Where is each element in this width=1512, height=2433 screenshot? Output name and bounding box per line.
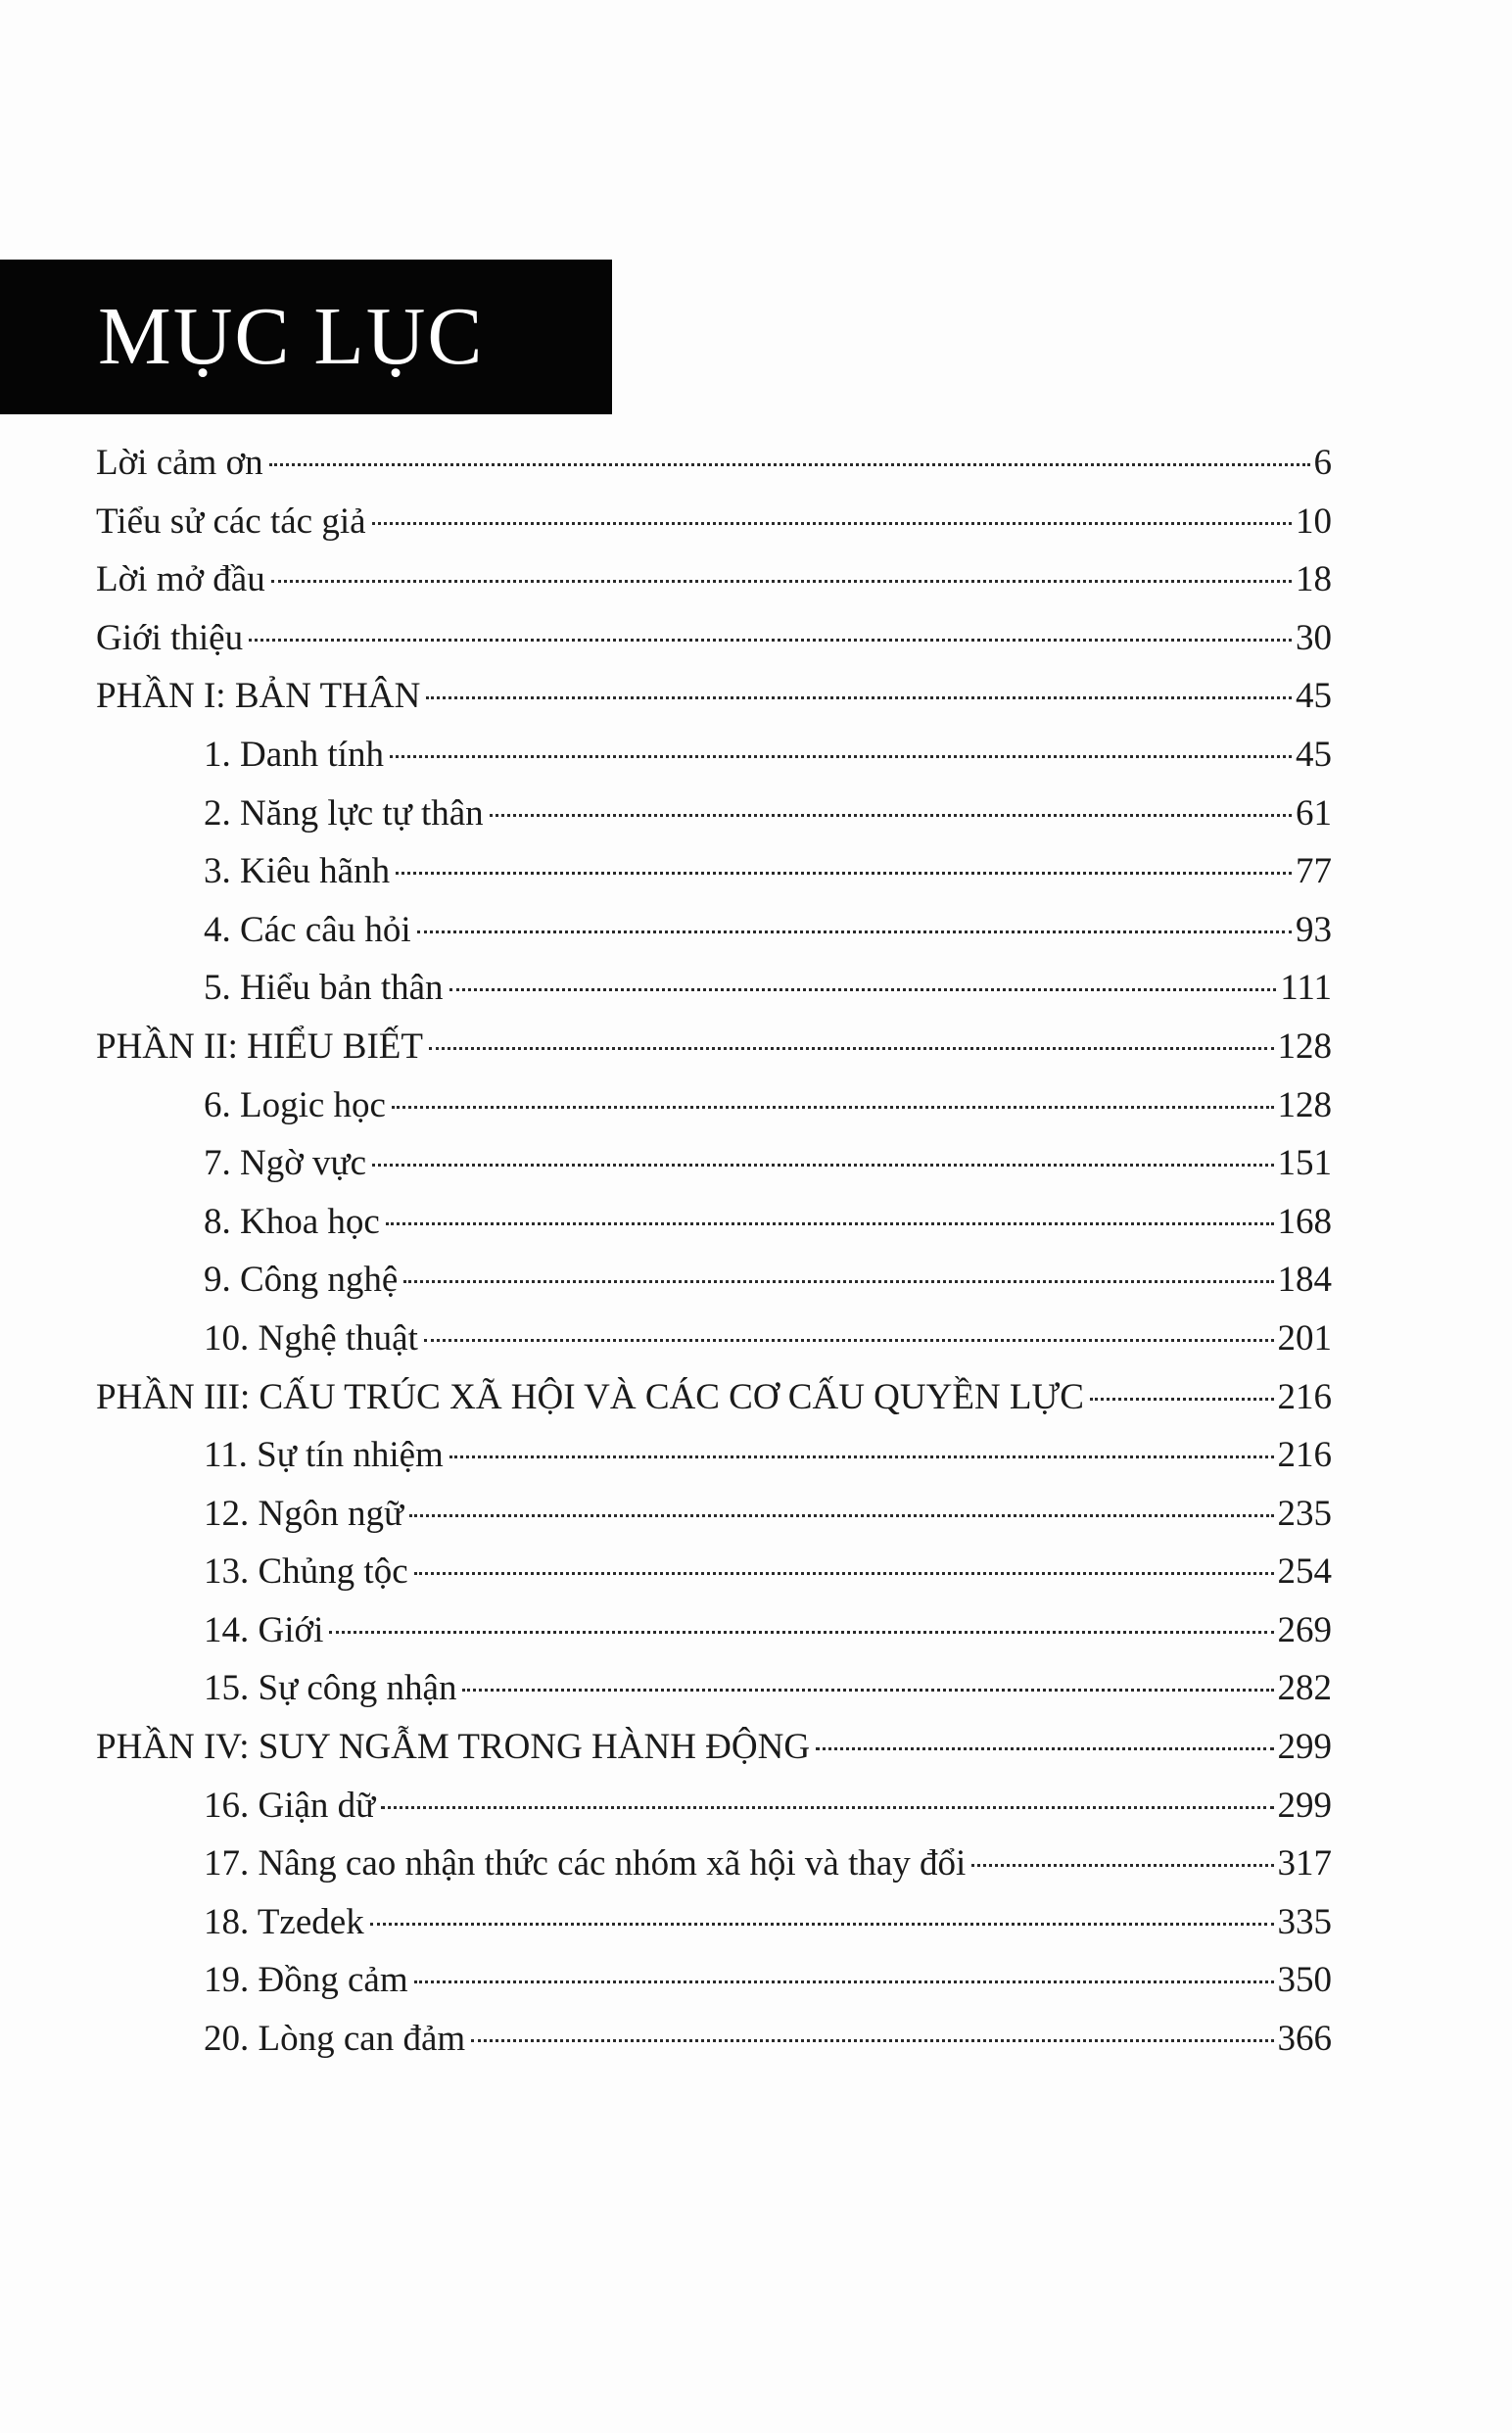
toc-chapter-entry xyxy=(96,1134,1332,1193)
toc-entry-label: 2. Năng lực tự thân xyxy=(204,792,484,834)
toc-page-number: 45 xyxy=(1296,676,1332,717)
toc-section-entry xyxy=(96,609,1332,668)
toc-entry-label: Tiểu sử các tác giả xyxy=(96,501,366,542)
toc-chapter-entry xyxy=(96,1777,1332,1836)
toc-entry-label: 14. Giới xyxy=(204,1609,324,1650)
toc-dot-leader xyxy=(971,1864,1273,1867)
toc-chapter-entry xyxy=(96,1951,1332,2010)
toc-dot-leader xyxy=(816,1747,1273,1750)
toc-entry-label: 1. Danh tính xyxy=(204,734,384,775)
toc-section-entry xyxy=(96,1018,1332,1076)
page-title: MỤC LỤC xyxy=(98,291,485,382)
toc-page-number: 201 xyxy=(1277,1317,1332,1359)
toc-page-number: 216 xyxy=(1277,1435,1332,1476)
toc-dot-leader xyxy=(426,696,1292,699)
toc-section-entry xyxy=(96,667,1332,726)
toc-entry-label: 19. Đồng cảm xyxy=(204,1960,408,2001)
toc-dot-leader xyxy=(390,755,1292,758)
toc-chapter-entry xyxy=(96,1659,1332,1718)
toc-section-entry xyxy=(96,1718,1332,1777)
toc-dot-leader xyxy=(370,1923,1274,1926)
toc-page-number: 151 xyxy=(1277,1143,1332,1184)
toc-dot-leader xyxy=(424,1339,1274,1342)
toc-entry-label: 15. Sự công nhận xyxy=(204,1668,457,1709)
toc-entry-label: Lời mở đầu xyxy=(96,559,265,600)
toc-dot-leader xyxy=(429,1047,1274,1050)
toc-page-number: 93 xyxy=(1296,909,1332,950)
toc-entry-label: 5. Hiểu bản thân xyxy=(204,968,444,1009)
toc-page-number: 18 xyxy=(1296,559,1332,600)
toc-dot-leader xyxy=(417,930,1292,933)
toc-section-entry xyxy=(96,493,1332,551)
toc-entry-label: Giới thiệu xyxy=(96,617,244,658)
toc-dot-leader xyxy=(462,1689,1273,1692)
toc-entry-label: 3. Kiêu hãnh xyxy=(204,851,391,892)
toc-entry-label: PHẦN IV: SUY NGẪM TRONG HÀNH ĐỘNG xyxy=(96,1727,811,1768)
toc-page-number: 184 xyxy=(1277,1260,1332,1301)
toc-dot-leader xyxy=(381,1806,1273,1809)
toc-page-number: 10 xyxy=(1296,501,1332,542)
toc-dot-leader xyxy=(414,1572,1274,1575)
toc-page-number: 299 xyxy=(1277,1785,1332,1826)
toc-page-number: 45 xyxy=(1296,734,1332,775)
toc-entry-label: 13. Chủng tộc xyxy=(204,1551,408,1593)
toc-chapter-entry xyxy=(96,1310,1332,1368)
toc-page-number: 30 xyxy=(1296,617,1332,658)
toc-page-number: 317 xyxy=(1277,1843,1332,1884)
toc-chapter-entry xyxy=(96,959,1332,1018)
table-of-contents xyxy=(96,434,1332,2069)
toc-section-entry xyxy=(96,1368,1332,1427)
toc-page-number: 235 xyxy=(1277,1493,1332,1534)
toc-page-number: 61 xyxy=(1296,792,1332,834)
toc-dot-leader xyxy=(329,1631,1273,1634)
toc-page-number: 350 xyxy=(1277,1960,1332,2001)
toc-dot-leader xyxy=(386,1222,1274,1225)
toc-chapter-entry xyxy=(96,1601,1332,1660)
toc-dot-leader xyxy=(271,580,1292,583)
toc-entry-label: 18. Tzedek xyxy=(204,1901,364,1942)
toc-entry-label: 11. Sự tín nhiệm xyxy=(204,1435,444,1476)
toc-dot-leader xyxy=(249,639,1292,642)
toc-page-number: 299 xyxy=(1277,1727,1332,1768)
toc-dot-leader xyxy=(449,988,1277,991)
toc-chapter-entry xyxy=(96,1835,1332,1893)
toc-dot-leader xyxy=(269,463,1310,466)
toc-page-number: 216 xyxy=(1277,1376,1332,1417)
toc-entry-label: 17. Nâng cao nhận thức các nhóm xã hội và thay đổi xyxy=(204,1843,967,1884)
toc-entry-label: 20. Lòng can đảm xyxy=(204,2019,466,2060)
toc-entry-label: 8. Khoa học xyxy=(204,1201,380,1242)
toc-entry-label: 7. Ngờ vực xyxy=(204,1143,367,1184)
toc-entry-label: 12. Ngôn ngữ xyxy=(204,1493,404,1534)
toc-page-number: 254 xyxy=(1277,1551,1332,1593)
toc-chapter-entry xyxy=(96,785,1332,843)
toc-section-entry xyxy=(96,434,1332,493)
toc-dot-leader xyxy=(372,1164,1273,1167)
toc-page-number: 366 xyxy=(1277,2019,1332,2060)
toc-page-number: 77 xyxy=(1296,851,1332,892)
toc-dot-leader xyxy=(414,1980,1274,1983)
toc-dot-leader xyxy=(372,522,1292,525)
toc-entry-label: 4. Các câu hỏi xyxy=(204,909,411,950)
toc-chapter-entry xyxy=(96,1485,1332,1544)
toc-dot-leader xyxy=(396,872,1292,875)
toc-entry-label: 9. Công nghệ xyxy=(204,1260,399,1301)
toc-dot-leader xyxy=(409,1514,1273,1517)
toc-page-number: 128 xyxy=(1277,1084,1332,1125)
toc-dot-leader xyxy=(449,1455,1274,1458)
toc-chapter-entry xyxy=(96,2010,1332,2069)
toc-entry-label: PHẦN II: HIỂU BIẾT xyxy=(96,1026,423,1067)
toc-chapter-entry xyxy=(96,726,1332,785)
toc-chapter-entry xyxy=(96,1193,1332,1252)
toc-entry-label: 16. Giận dữ xyxy=(204,1785,376,1826)
toc-dot-leader xyxy=(1090,1398,1274,1401)
toc-chapter-entry xyxy=(96,1543,1332,1601)
toc-chapter-entry xyxy=(96,842,1332,901)
toc-page-number: 168 xyxy=(1277,1201,1332,1242)
toc-chapter-entry xyxy=(96,1251,1332,1310)
toc-page-number: 269 xyxy=(1277,1609,1332,1650)
toc-entry-label: Lời cảm ơn xyxy=(96,443,263,483)
toc-chapter-entry xyxy=(96,1893,1332,1952)
toc-entry-label: 6. Logic học xyxy=(204,1084,386,1125)
toc-section-entry xyxy=(96,550,1332,609)
title-banner xyxy=(0,260,612,414)
toc-page-number: 6 xyxy=(1313,443,1332,483)
toc-dot-leader xyxy=(403,1280,1273,1283)
toc-chapter-entry xyxy=(96,901,1332,960)
toc-page-number: 111 xyxy=(1280,968,1332,1009)
toc-dot-leader xyxy=(490,814,1292,817)
toc-entry-label: PHẦN III: CẤU TRÚC XÃ HỘI VÀ CÁC CƠ CẤU QUYỀN LỰC xyxy=(96,1376,1084,1417)
toc-dot-leader xyxy=(471,2039,1273,2042)
toc-page-number: 282 xyxy=(1277,1668,1332,1709)
toc-chapter-entry xyxy=(96,1076,1332,1135)
toc-entry-label: 10. Nghệ thuật xyxy=(204,1317,418,1359)
toc-page-number: 128 xyxy=(1277,1026,1332,1067)
toc-chapter-entry xyxy=(96,1426,1332,1485)
toc-dot-leader xyxy=(392,1106,1274,1109)
toc-page-number: 335 xyxy=(1277,1901,1332,1942)
toc-entry-label: PHẦN I: BẢN THÂN xyxy=(96,676,421,717)
